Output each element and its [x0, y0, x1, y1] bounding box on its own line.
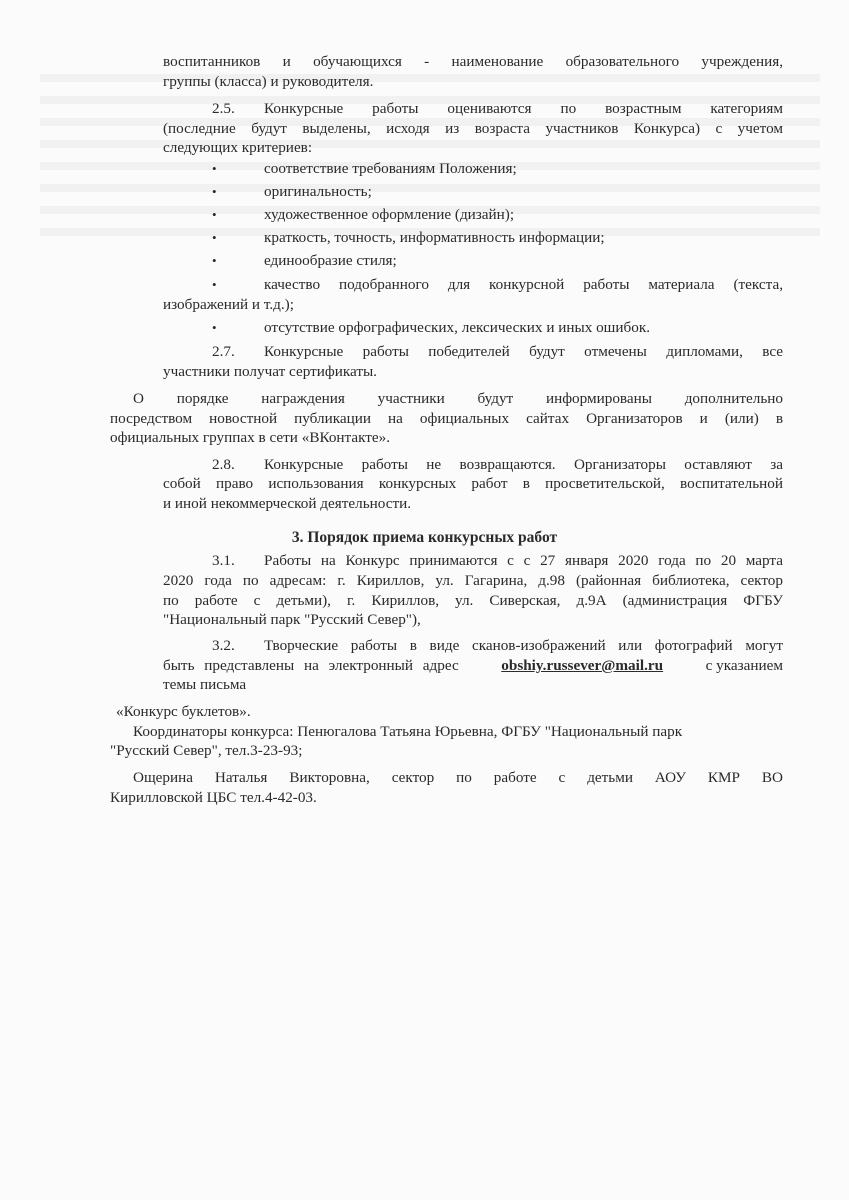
- bullet-icon: •: [212, 277, 217, 292]
- clause-text: с указанием: [705, 657, 783, 674]
- clause-number: 3.2.: [212, 637, 235, 654]
- coordinator-line: Кирилловской ЦБС тел.4-42-03.: [110, 789, 317, 806]
- criteria-item: единообразие стиля;: [264, 252, 397, 269]
- clause-text: быть представлены на электронный адрес: [163, 657, 459, 674]
- clause-number: 2.8.: [212, 456, 235, 473]
- clause-number: 2.5.: [212, 100, 235, 117]
- award-paragraph: О порядке награждения участники будут информированы дополнительно: [133, 390, 783, 407]
- clause-number: 3.1.: [212, 552, 235, 569]
- coordinator-line: "Русский Север", тел.3-23-93;: [110, 742, 303, 759]
- clause-text: Конкурсные работы не возвращаются. Организаторы оставляют за: [264, 456, 783, 473]
- clause-text: темы письма: [163, 676, 247, 693]
- coordinator-line: Координаторы конкурса: Пенюгалова Татьяна Юрьевна, ФГБУ "Национальный парк: [133, 723, 683, 740]
- clause-text: собой право использования конкурсных работ в просветительской, воспитательной: [163, 475, 783, 492]
- clause-text: Работы на Конкурс принимаются с с 27 января 2020 года по 20 марта: [264, 552, 783, 569]
- award-paragraph: посредством новостной публикации на официальных сайтах Организаторов и (или) в: [110, 410, 783, 427]
- bullet-icon: •: [212, 320, 217, 335]
- intro-line: воспитанников и обучающихся - наименование образовательного учреждения,: [163, 53, 783, 70]
- clause-text: следующих критериев:: [163, 139, 313, 156]
- criteria-item: краткость, точность, информативность информации;: [264, 229, 605, 246]
- bullet-icon: •: [212, 184, 217, 199]
- clause-number: 2.7.: [212, 343, 235, 360]
- clause-text: (последние будут выделены, исходя из возраста участников Конкурса) с учетом: [163, 120, 783, 137]
- criteria-item: художественное оформление (дизайн);: [264, 206, 515, 223]
- clause-text: "Национальный парк "Русский Север"),: [163, 611, 421, 628]
- criteria-item-continuation: изображений и т.д.);: [163, 296, 294, 313]
- criteria-item: соответствие требованиям Положения;: [264, 160, 517, 177]
- subject-line: «Конкурс буклетов».: [116, 703, 251, 720]
- clause-text: участники получат сертификаты.: [163, 363, 377, 380]
- criteria-item: отсутствие орфографических, лексических и иных ошибок.: [264, 319, 651, 336]
- section-heading: 3. Порядок приема конкурсных работ: [291, 529, 558, 546]
- coordinator-line: Ощерина Наталья Викторовна, сектор по работе с детьми АОУ КМР ВО: [133, 769, 783, 786]
- clause-text: по работе с детьми), г. Кириллов, ул. Сиверская, д.9А (администрация ФГБУ: [163, 592, 783, 609]
- clause-text-email-line: [163, 656, 783, 675]
- clause-text: Конкурсные работы оцениваются по возрастным категориям: [264, 100, 783, 117]
- bullet-icon: •: [212, 161, 217, 176]
- criteria-item: оригинальность;: [264, 183, 372, 200]
- clause-text: и иной некоммерческой деятельности.: [163, 495, 412, 512]
- clause-text: Конкурсные работы победителей будут отмечены дипломами, все: [264, 343, 783, 360]
- criteria-item: качество подобранного для конкурсной работы материала (текста,: [264, 276, 783, 293]
- clause-text: Творческие работы в виде сканов-изображений или фотографий могут: [264, 637, 783, 654]
- intro-line: группы (класса) и руководителя.: [163, 73, 374, 90]
- award-paragraph: официальных группах в сети «ВКонтакте».: [110, 429, 391, 446]
- bullet-icon: •: [212, 253, 217, 268]
- reverse-side-bleed-through: [40, 60, 820, 1160]
- bullet-icon: •: [212, 230, 217, 245]
- clause-text: 2020 года по адресам: г. Кириллов, ул. Гагарина, д.98 (районная библиотека, сектор: [163, 572, 783, 589]
- email-link[interactable]: obshiy.russever@mail.ru: [501, 657, 664, 674]
- bullet-icon: •: [212, 207, 217, 222]
